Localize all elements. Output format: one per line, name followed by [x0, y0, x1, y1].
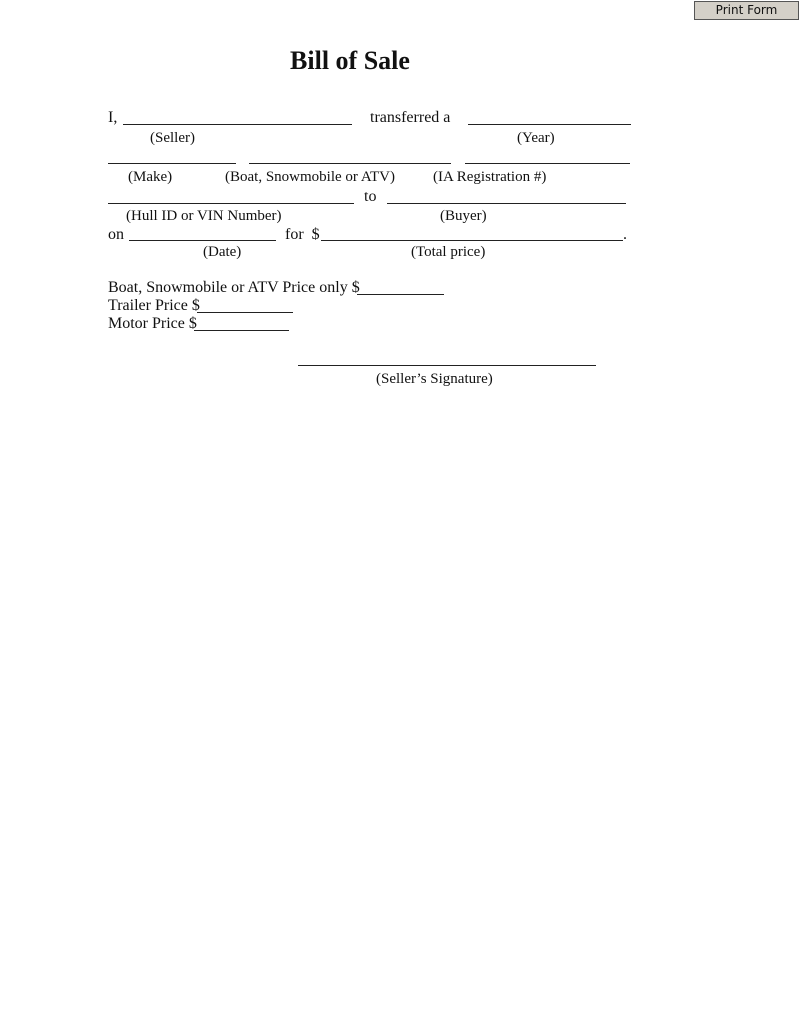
label-motor-price: Motor Price $	[108, 315, 197, 332]
total-price-field[interactable]	[321, 240, 623, 241]
page-title: Bill of Sale	[290, 46, 410, 75]
text-to: to	[364, 188, 377, 205]
label-vehicle-type: (Boat, Snowmobile or ATV)	[225, 169, 395, 185]
date-field[interactable]	[129, 240, 276, 241]
year-field[interactable]	[468, 124, 631, 125]
label-make: (Make)	[128, 169, 173, 185]
label-total-price: (Total price)	[411, 244, 486, 260]
label-seller: (Seller)	[150, 130, 195, 146]
seller-field[interactable]	[123, 124, 352, 125]
label-date: (Date)	[203, 244, 242, 260]
vehicle-type-field[interactable]	[249, 163, 451, 164]
label-vehicle-price: Boat, Snowmobile or ATV Price only $	[108, 279, 360, 296]
text-period: .	[623, 226, 627, 243]
text-i: I,	[108, 109, 118, 126]
buyer-field[interactable]	[387, 203, 626, 204]
hull-id-field[interactable]	[108, 203, 354, 204]
signature-field[interactable]	[298, 365, 596, 366]
text-transferred: transferred a	[370, 109, 451, 126]
text-for: for $	[285, 226, 320, 243]
label-trailer-price: Trailer Price $	[108, 297, 200, 314]
label-buyer: (Buyer)	[440, 208, 487, 224]
trailer-price-field[interactable]	[197, 312, 293, 313]
vehicle-price-field[interactable]	[357, 294, 444, 295]
text-on: on	[108, 226, 124, 243]
label-year: (Year)	[517, 130, 555, 146]
label-hull-id: (Hull ID or VIN Number)	[126, 208, 282, 224]
registration-field[interactable]	[465, 163, 630, 164]
label-registration: (IA Registration #)	[433, 169, 547, 185]
label-signature: (Seller’s Signature)	[376, 371, 493, 387]
motor-price-field[interactable]	[194, 330, 289, 331]
make-field[interactable]	[108, 163, 236, 164]
print-form-button[interactable]: Print Form	[694, 1, 799, 20]
